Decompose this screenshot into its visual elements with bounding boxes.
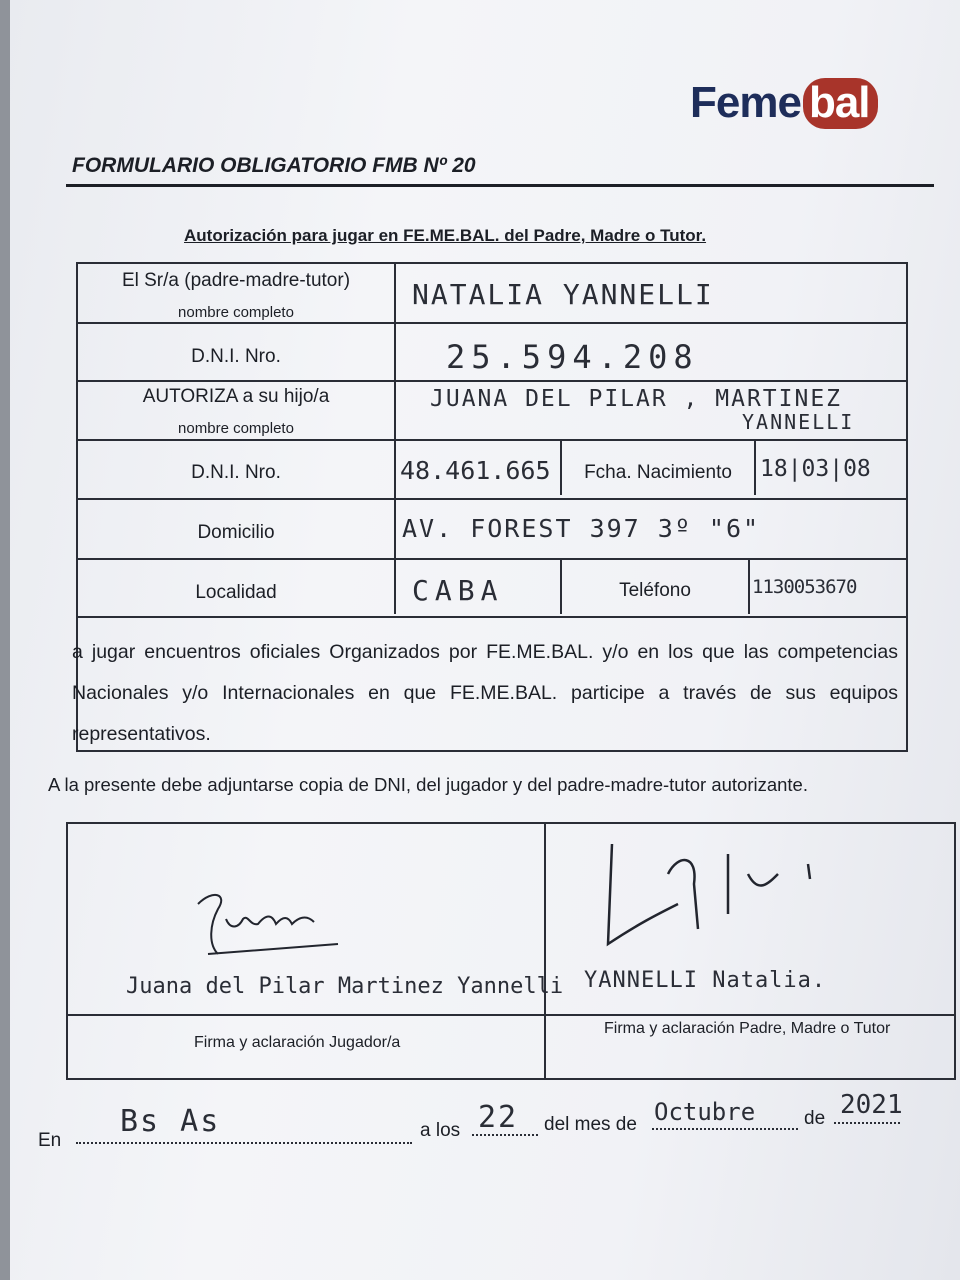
- row-divider: [78, 322, 906, 324]
- month-label: del mes de: [544, 1114, 637, 1135]
- parent-dni-label: D.N.I. Nro.: [191, 346, 281, 367]
- child-name-sublabel: nombre completo: [178, 420, 294, 437]
- form-heading: Autorización para jugar en FE.ME.BAL. del Padre, Madre o Tutor.: [184, 226, 707, 245]
- phone-label: Teléfono: [619, 580, 691, 601]
- parent-dni-value: 25.594.208: [446, 338, 699, 376]
- birthdate-label: Fcha. Nacimiento: [584, 462, 732, 483]
- column-divider: [394, 264, 396, 614]
- parent-name-label: El Sr/a (padre-madre-tutor): [121, 270, 351, 291]
- parent-clarification: YANNELLI Natalia.: [584, 968, 827, 993]
- parent-signature: [598, 834, 838, 954]
- address-value: AV. FOREST 397 3º "6": [402, 514, 761, 543]
- logo-text-part2: bal: [803, 78, 878, 129]
- child-dni-value: 48.461.665: [400, 456, 551, 485]
- row-divider: [78, 439, 906, 441]
- row-divider: [78, 558, 906, 560]
- day-value: 22: [478, 1100, 519, 1135]
- signature-box: [66, 822, 956, 1080]
- player-signature: [188, 884, 368, 964]
- row-divider: [78, 498, 906, 500]
- year-value: 2021: [840, 1090, 903, 1120]
- column-divider: [754, 439, 756, 495]
- address-label: Domicilio: [197, 522, 275, 543]
- title-divider: [66, 184, 934, 187]
- row-divider: [78, 380, 906, 382]
- birthdate-value: 18|03|08: [760, 456, 871, 482]
- child-name-value-line1: JUANA DEL PILAR , MARTINEZ: [430, 386, 843, 412]
- femebal-logo: [690, 78, 878, 128]
- place-line: [76, 1142, 412, 1144]
- signature-divider: [544, 824, 546, 1078]
- child-dni-label: D.N.I. Nro.: [191, 462, 281, 483]
- signature-caption-divider: [68, 1014, 954, 1016]
- authorization-paragraph: a jugar encuentros oficiales Organizados por FE.ME.BAL. y/o en los que las competencias Nacionales y/o Internacionales en que FE.ME.BAL. participe a través de sus equipos representativos.: [72, 641, 898, 745]
- column-divider: [748, 558, 750, 614]
- locality-value: CABA: [412, 574, 504, 607]
- child-name-value-line2: YANNELLI: [742, 410, 855, 434]
- month-value: Octubre: [654, 1098, 756, 1126]
- row-divider: [78, 616, 906, 618]
- child-name-label: AUTORIZA a su hijo/a: [142, 386, 330, 407]
- parent-signature-caption: Firma y aclaración Padre, Madre o Tutor: [604, 1020, 891, 1037]
- place-value: Bs As: [120, 1104, 221, 1139]
- day-label: a los: [420, 1120, 461, 1141]
- year-label: de: [804, 1108, 826, 1129]
- form-title: FORMULARIO OBLIGATORIO FMB Nº 20: [72, 154, 476, 177]
- logo-text-part1: Feme: [690, 78, 801, 127]
- month-line: [652, 1128, 798, 1130]
- locality-label: Localidad: [195, 582, 277, 603]
- year-line: [834, 1122, 900, 1124]
- player-clarification: Juana del Pilar Martinez Yannelli: [126, 974, 564, 999]
- player-signature-caption: Firma y aclaración Jugador/a: [194, 1034, 401, 1051]
- parent-name-value: NATALIA YANNELLI: [412, 278, 714, 311]
- phone-value: 1130053670: [752, 576, 857, 598]
- place-label: En: [38, 1130, 62, 1151]
- parent-name-sublabel: nombre completo: [178, 304, 294, 321]
- attachment-note: A la presente debe adjuntarse copia de DNI, del jugador y del padre-madre-tutor autorizante.: [48, 774, 808, 795]
